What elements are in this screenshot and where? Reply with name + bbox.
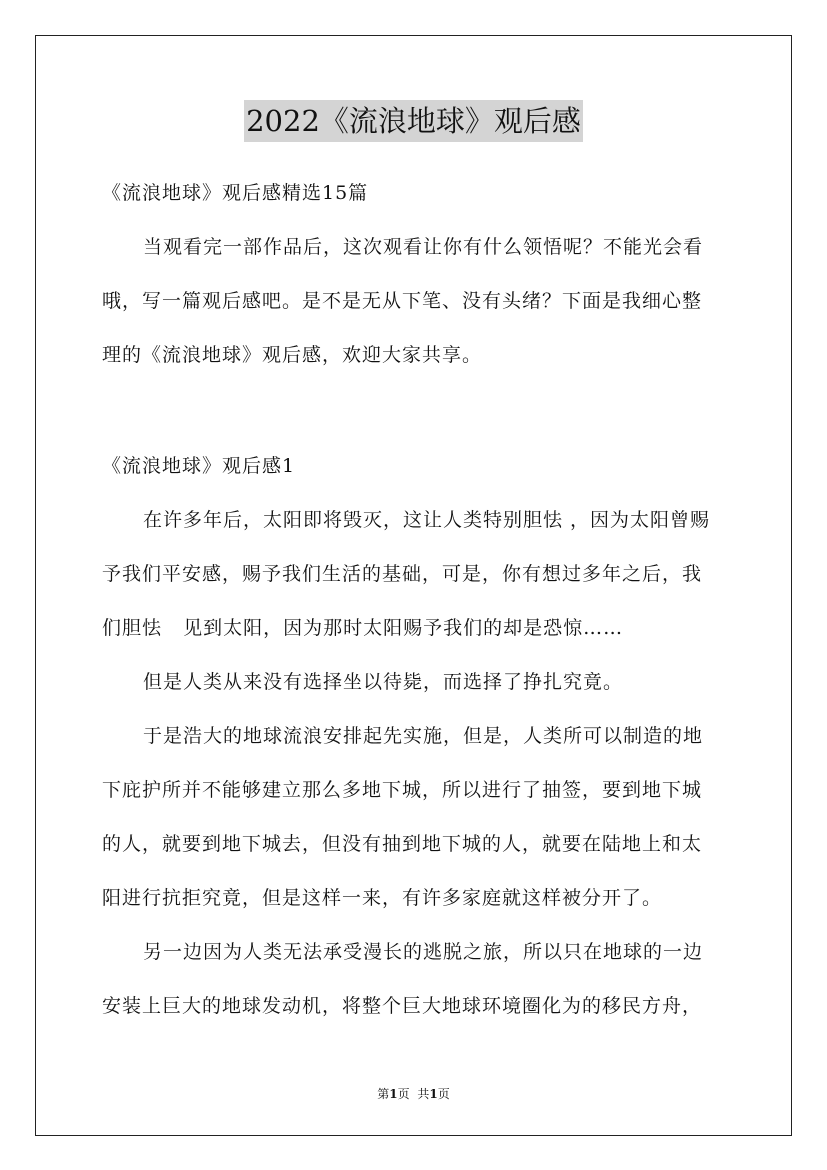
body-line: 安装上巨大的地球发动机，将整个巨大地球环境圈化为的移民方舟， — [102, 995, 703, 1017]
body-line: 但是人类从来没有选择坐以待毙，而选择了挣扎究竟。 — [143, 671, 624, 693]
page-suffix: 页 — [397, 1087, 410, 1101]
body-line: 下庇护所并不能够建立那么多地下城，所以进行了抽签，要到地下城 — [102, 779, 703, 801]
total-suffix: 页 — [437, 1087, 450, 1101]
document-title: 2022《流浪地球》观后感 — [244, 100, 583, 142]
intro-line: 哦，写一篇观后感吧。是不是无从下笔、没有头绪？下面是我细心整 — [102, 290, 703, 312]
intro-line: 当观看完一部作品后，这次观看让你有什么领悟呢？不能光会看 — [143, 236, 704, 258]
body-line: 予我们平安感，赐予我们生活的基础，可是，你有想过多年之后，我 — [102, 563, 703, 585]
body-line: 另一边因为人类无法承受漫长的逃脱之旅，所以只在地球的一边 — [143, 941, 704, 963]
page-number: 1 — [389, 1087, 398, 1101]
body-line: 在许多年后，太阳即将毁灭，这让人类特别胆怯 ，因为太阳曾赐 — [143, 509, 711, 531]
total-pages: 1 — [429, 1087, 438, 1101]
page-footer — [0, 1085, 827, 1102]
body-line: 们胆怯 见到太阳，因为那时太阳赐予我们的却是恐惊…… — [102, 617, 624, 639]
body-line: 的人，就要到地下城去，但没有抽到地下城的人，就要在陆地上和太 — [102, 833, 703, 855]
title-container — [0, 100, 827, 142]
body-line: 于是浩大的地球流浪安排起先实施，但是，人类所可以制造的地 — [143, 725, 704, 747]
body-line: 阳进行抗拒究竟，但是这样一来，有许多家庭就这样被分开了。 — [102, 887, 663, 909]
subtitle: 《流浪地球》观后感精选15篇 — [102, 182, 369, 204]
total-prefix: 共 — [417, 1087, 430, 1101]
page-prefix: 第 — [377, 1087, 390, 1101]
section-heading: 《流浪地球》观后感1 — [102, 455, 296, 477]
intro-line: 理的《流浪地球》观后感，欢迎大家共享。 — [102, 344, 483, 366]
